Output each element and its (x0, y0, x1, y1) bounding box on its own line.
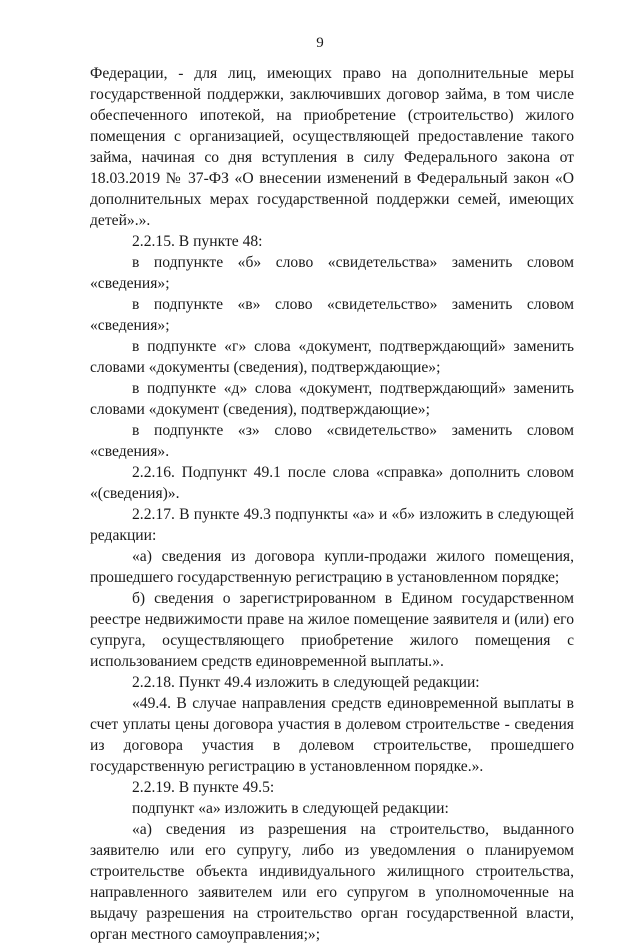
paragraph: «а) сведения из договора купли-продажи жилого помещения, прошедшего государственную регистрацию в установленном порядке; (90, 548, 574, 586)
paragraph: 2.2.15. В пункте 48: (132, 233, 263, 250)
page-number: 9 (316, 35, 324, 51)
paragraph: «49.4. В случае направления средств единовременной выплаты в счет уплаты цены договора участия в долевом строительстве - сведения из договора участия в долевом строительстве, прошедшего государственную регистрацию в установленном порядке.». (90, 695, 574, 775)
paragraph: 2.2.18. Пункт 49.4 изложить в следующей редакции: (132, 674, 480, 691)
paragraph: в подпункте «з» слово «свидетельство» заменить словом «сведения». (90, 422, 574, 460)
paragraph: в подпункте «д» слова «документ, подтверждающий» заменить словами «документ (сведения), подтверждающие»; (90, 380, 574, 418)
paragraph: 2.2.19. В пункте 49.5: (132, 779, 275, 796)
paragraph: в подпункте «г» слова «документ, подтверждающий» заменить словами «документы (сведения), подтверждающие»; (90, 338, 574, 376)
paragraph: Федерации, - для лиц, имеющих право на дополнительные меры государственной поддержки, заключивших договор займа, в том числе обеспеченного ипотекой, на приобретение (строительство) жилого помещения с организацией, осуществляющей предоставление такого займа, начиная со дня вступления в силу Федерального закона от 18.03.2019 № 37-ФЗ «О внесении изменений в Федеральный закон «О дополнительных мерах государственной поддержки семей, имеющих детей».». (90, 65, 574, 229)
paragraph: «а) сведения из разрешения на строительство, выданного заявителю или его супругу, либо из уведомления о планируемом строительстве объекта индивидуального жилищного строительства, направленного заявителем или его супругом в уполномоченные на выдачу разрешения на строительство орган государственной власти, орган местного самоуправления;»; (90, 821, 574, 943)
paragraph: в подпункте «б» слово «свидетельства» заменить словом «сведения»; (90, 254, 574, 292)
paragraph: 2.2.16. Подпункт 49.1 после слова «справка» дополнить словом «(сведения)». (90, 464, 574, 502)
document-body (90, 63, 574, 945)
paragraph: б) сведения о зарегистрированном в Едином государственном реестре недвижимости праве на жилое помещение заявителя и (или) его супруга, осуществляющего приобретение жилого помещения с использованием средств единовременной выплаты.». (90, 590, 574, 670)
paragraph: 2.2.17. В пункте 49.3 подпункты «а» и «б» изложить в следующей редакции: (90, 506, 574, 544)
paragraph: подпункт «а» изложить в следующей редакции: (132, 800, 449, 817)
paragraph: в подпункте «в» слово «свидетельство» заменить словом «сведения»; (90, 296, 574, 334)
